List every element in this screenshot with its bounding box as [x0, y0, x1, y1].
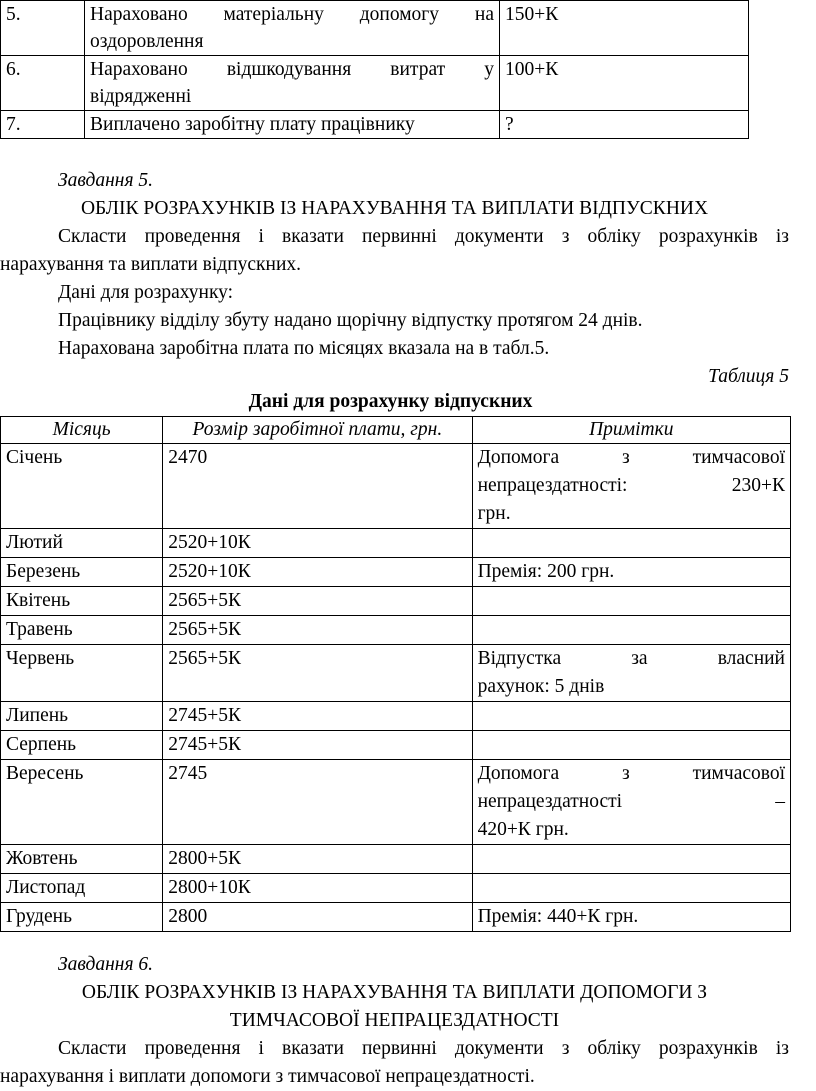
task5-data-line2: Нарахована заробітна плата по місяцях вказала на в табл.5.	[58, 338, 550, 359]
cell-note	[472, 760, 790, 845]
cell-month: Травень	[1, 616, 163, 645]
cell-salary: 2565+5К	[163, 616, 472, 645]
table-row	[1, 1, 749, 56]
cell-salary: 2470	[163, 444, 472, 529]
table-row	[1, 616, 791, 645]
cell-month: Грудень	[1, 903, 163, 932]
cell-note-line: Відпустка за власний	[477, 648, 785, 669]
table-row	[1, 731, 791, 760]
vacation-table	[0, 416, 791, 932]
cell-note	[472, 731, 790, 760]
row-description-line2: оздоровлення	[90, 31, 204, 52]
table-row	[1, 845, 791, 874]
row-description	[85, 111, 500, 139]
table5-label: Таблиця 5	[708, 366, 789, 387]
table-row	[1, 444, 791, 529]
cell-salary: 2520+10К	[163, 529, 472, 558]
row-description-line1: Нараховано відшкодування витрат у	[90, 59, 494, 80]
cell-note-line: грн.	[477, 503, 511, 524]
cell-note-line: непрацездатності –	[477, 791, 785, 812]
cell-note-line: рахунок: 5 днів	[477, 676, 605, 697]
cell-month: Січень	[1, 444, 163, 529]
task5-label: Завдання 5.	[58, 170, 154, 191]
cell-note-line: Допомога з тимчасової	[477, 763, 785, 784]
header-notes: Примітки	[472, 417, 790, 444]
cell-note	[472, 616, 790, 645]
cell-month: Липень	[1, 702, 163, 731]
cell-note	[472, 444, 790, 529]
cell-note-line: Премія: 200 грн.	[477, 561, 615, 582]
task6-paragraph	[0, 1035, 789, 1091]
cell-month: Червень	[1, 645, 163, 702]
task6-heading-line2: ТИМЧАСОВОЇ НЕПРАЦЕЗДАТНОСТІ	[229, 1010, 560, 1031]
table5-caption: Дані для розрахунку відпускних	[248, 391, 533, 412]
table-row	[1, 645, 791, 702]
task5-paragraph-line1: Скласти проведення і вказати первинні документи з обліку розрахунків із	[58, 226, 789, 247]
cell-note	[472, 529, 790, 558]
row-description	[85, 1, 500, 56]
cell-salary: 2800+10К	[163, 874, 472, 903]
cell-note	[472, 645, 790, 702]
task5-heading: ОБЛІК РОЗРАХУНКІВ ІЗ НАРАХУВАННЯ ТА ВИПЛАТИ ВІДПУСКНИХ	[80, 198, 709, 219]
table-row	[1, 903, 791, 932]
task6-heading-line1: ОБЛІК РОЗРАХУНКІВ ІЗ НАРАХУВАННЯ ТА ВИПЛАТИ ДОПОМОГИ З	[81, 982, 708, 1003]
row-description-line2: відрядженні	[90, 86, 192, 107]
task6-paragraph-line2: нарахування і виплати допомоги з тимчасової непрацездатності.	[0, 1066, 535, 1087]
cell-month: Березень	[1, 558, 163, 587]
task5-paragraph-line2: нарахування та виплати відпускних.	[0, 254, 302, 275]
task5-data-line1: Працівнику відділу збуту надано щорічну відпустку протягом 24 днів.	[58, 310, 643, 331]
cell-salary: 2565+5К	[163, 587, 472, 616]
cell-note	[472, 587, 790, 616]
cell-note-line: Премія: 440+К грн.	[477, 906, 639, 927]
task6-paragraph-line1: Скласти проведення і вказати первинні документи з обліку розрахунків із	[58, 1038, 789, 1059]
cell-salary: 2745+5К	[163, 702, 472, 731]
top-table	[0, 0, 749, 139]
cell-note	[472, 903, 790, 932]
cell-month: Вересень	[1, 760, 163, 845]
table-row	[1, 529, 791, 558]
cell-salary: 2800	[163, 903, 472, 932]
task6-label: Завдання 6.	[58, 954, 154, 975]
cell-note	[472, 702, 790, 731]
cell-note	[472, 558, 790, 587]
row-description-line1: Нараховано матеріальну допомогу на	[90, 4, 494, 25]
table-row	[1, 558, 791, 587]
table-row	[1, 111, 749, 139]
cell-note-line: Допомога з тимчасової	[477, 447, 785, 468]
cell-month: Лютий	[1, 529, 163, 558]
cell-salary: 2745+5К	[163, 731, 472, 760]
table-header-row	[1, 417, 791, 444]
cell-salary: 2520+10К	[163, 558, 472, 587]
cell-note	[472, 874, 790, 903]
task6-heading	[0, 979, 789, 1035]
cell-salary: 2800+5К	[163, 845, 472, 874]
cell-salary: 2565+5К	[163, 645, 472, 702]
task5-paragraph	[0, 223, 789, 279]
header-month: Місяць	[1, 417, 163, 444]
row-number: 7.	[1, 111, 85, 139]
cell-note-line: непрацездатності: 230+К	[477, 475, 785, 496]
cell-month: Жовтень	[1, 845, 163, 874]
task5-data-label: Дані для розрахунку:	[58, 282, 234, 303]
row-value: 100+К	[500, 56, 749, 111]
table-row	[1, 702, 791, 731]
cell-month: Листопад	[1, 874, 163, 903]
cell-month: Серпень	[1, 731, 163, 760]
cell-note	[472, 845, 790, 874]
table-row	[1, 56, 749, 111]
cell-salary: 2745	[163, 760, 472, 845]
row-number: 5.	[1, 1, 85, 56]
cell-month: Квітень	[1, 587, 163, 616]
table-row	[1, 874, 791, 903]
row-value: ?	[500, 111, 749, 139]
table-row	[1, 587, 791, 616]
row-value: 150+К	[500, 1, 749, 56]
table-row	[1, 760, 791, 845]
header-salary: Розмір заробітної плати, грн.	[163, 417, 472, 444]
cell-note-line: 420+К грн.	[477, 819, 569, 840]
row-description	[85, 56, 500, 111]
row-number: 6.	[1, 56, 85, 111]
row-description-line1: Виплачено заробітну плату працівнику	[90, 114, 415, 135]
